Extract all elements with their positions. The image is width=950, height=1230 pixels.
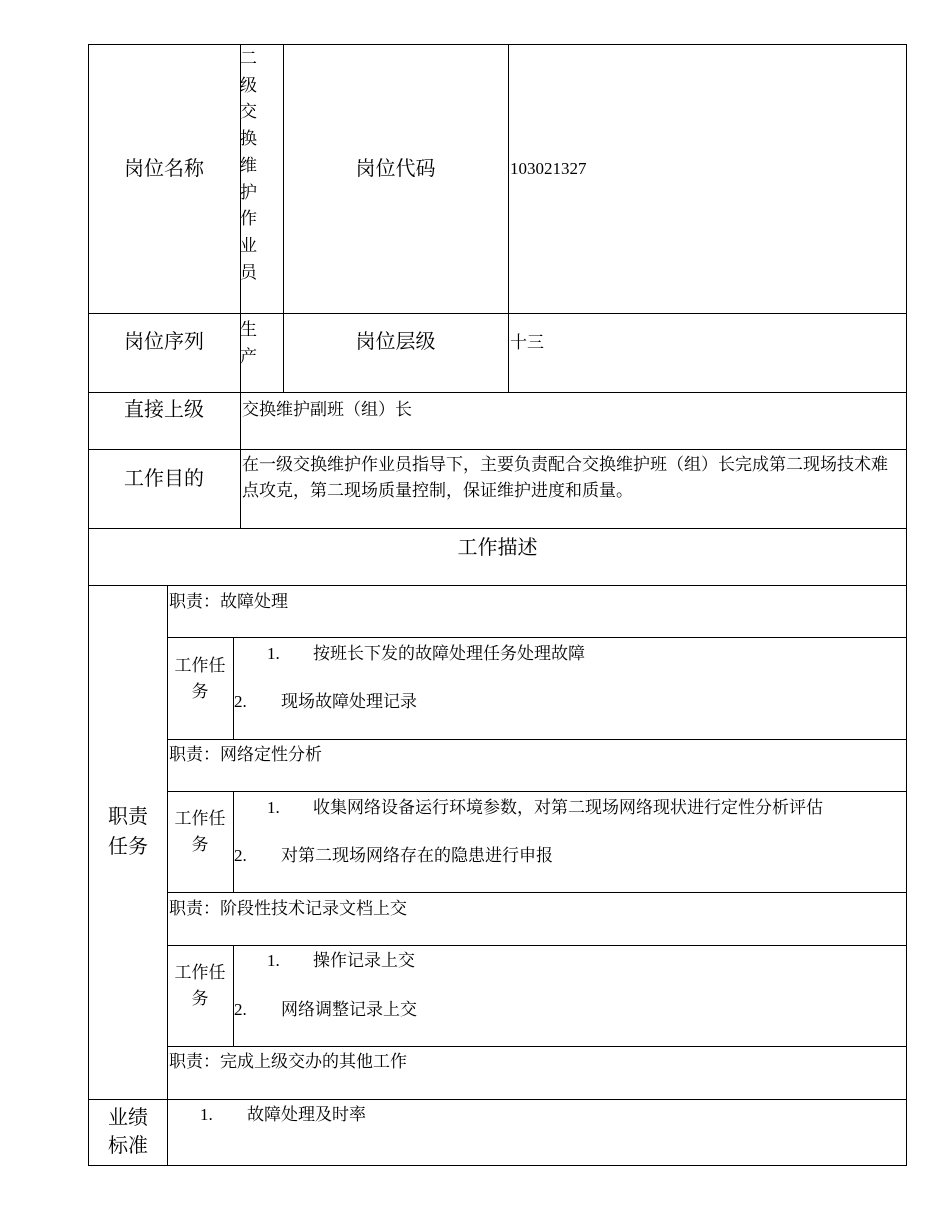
position-series-label: 岗位序列 (124, 331, 204, 353)
column-divider (233, 791, 234, 893)
duty-title: 职责：阶段性技术记录文档上交 (169, 899, 407, 918)
task-number: 1. (267, 644, 280, 663)
task-number: 1. (267, 798, 280, 817)
position-name-char: 员 (240, 262, 257, 282)
task-text: 对第二现场网络存在的隐患进行申报 (281, 846, 553, 865)
position-name-label: 岗位名称 (124, 158, 204, 180)
row-divider (88, 392, 907, 393)
position-series-char: 生 (240, 320, 257, 339)
task-text: 现场故障处理记录 (281, 692, 417, 711)
column-divider (508, 44, 509, 393)
task-label: 工作任务 (174, 809, 226, 854)
position-name-char: 级 (240, 75, 257, 95)
position-name-char: 作 (240, 209, 257, 229)
task-label: 工作任务 (174, 963, 226, 1008)
performance-label: 业绩标准 (108, 1107, 148, 1157)
position-code-label: 岗位代码 (355, 158, 436, 180)
direct-superior-value: 交换维护副班（组）长 (242, 400, 412, 419)
position-name-char: 二 (240, 49, 257, 68)
direct-superior-label: 直接上级 (124, 399, 204, 421)
work-purpose-label: 工作目的 (124, 468, 204, 490)
task-text: 网络调整记录上交 (281, 1000, 417, 1019)
position-name-char: 业 (240, 235, 257, 255)
performance-text: 故障处理及时率 (247, 1105, 366, 1124)
task-text: 按班长下发的故障处理任务处理故障 (313, 644, 585, 663)
row-divider (88, 528, 907, 529)
position-series-value (240, 317, 260, 370)
position-name-char: 换 (240, 129, 257, 149)
duty-title: 职责：完成上级交办的其他工作 (169, 1052, 407, 1071)
row-divider (88, 585, 907, 586)
task-number: 2. (234, 846, 247, 865)
position-name-char: 护 (240, 182, 257, 202)
position-name-value (240, 46, 260, 286)
row-divider (167, 791, 907, 792)
row-divider (167, 892, 907, 893)
column-divider (233, 945, 234, 1047)
position-level-value: 十三 (510, 333, 544, 352)
row-divider (167, 1046, 907, 1047)
position-level-label: 岗位层级 (355, 331, 436, 353)
position-name-char: 维 (240, 155, 257, 175)
task-number: 2. (234, 692, 247, 711)
row-divider (167, 945, 907, 946)
row-divider (88, 1099, 907, 1100)
duties-label: 职责任务 (108, 806, 148, 858)
position-code-value: 103021327 (510, 159, 587, 178)
work-description-title: 工作描述 (457, 537, 538, 559)
duty-title: 职责：故障处理 (169, 592, 288, 611)
work-purpose-value: 在一级交换维护作业员指导下，主要负责配合交换维护班（组）长完成第二现场技术难点攻克，第二现场质量控制，保证维护进度和质量。 (242, 455, 888, 500)
duty-title: 职责：网络定性分析 (169, 745, 322, 764)
task-label: 工作任务 (174, 656, 226, 701)
position-series-char: 产 (240, 346, 257, 366)
row-divider (167, 637, 907, 638)
task-text: 操作记录上交 (313, 951, 415, 970)
row-divider (88, 313, 907, 314)
task-number: 1. (267, 951, 280, 970)
task-text: 收集网络设备运行环境参数，对第二现场网络现状进行定性分析评估 (313, 798, 823, 817)
row-divider (167, 739, 907, 740)
row-divider (88, 449, 907, 450)
performance-number: 1. (200, 1105, 213, 1124)
task-number: 2. (234, 1000, 247, 1019)
column-divider (233, 637, 234, 740)
position-name-char: 交 (240, 102, 257, 122)
